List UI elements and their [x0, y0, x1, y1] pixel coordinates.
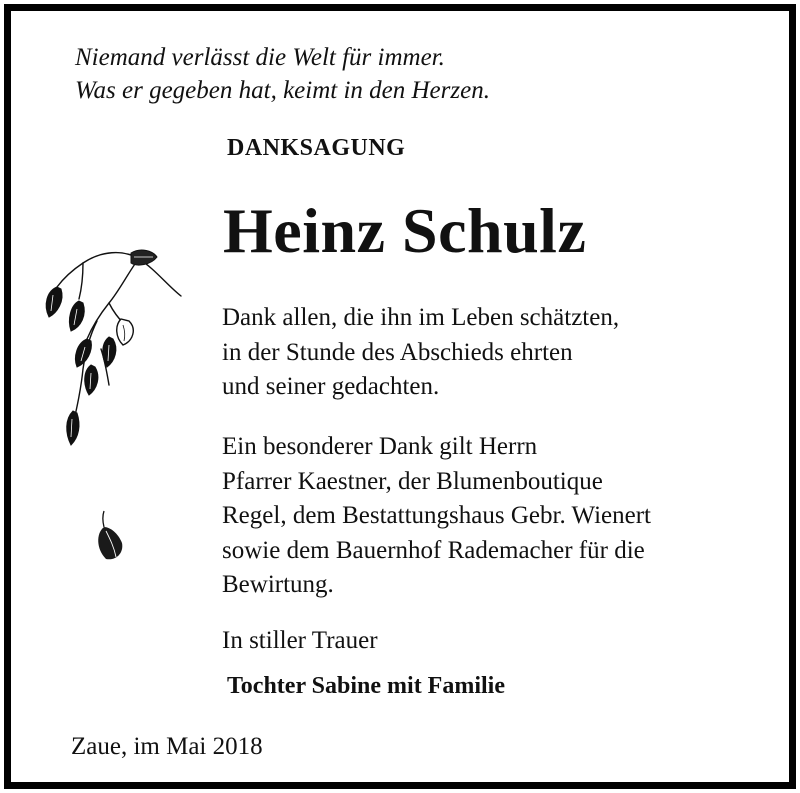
text-line: und seiner gedachten.: [222, 373, 440, 400]
text-line: Regel, dem Bestattungshaus Gebr. Wienert: [222, 502, 651, 529]
text-line: in der Stunde des Abschieds ehrten: [222, 338, 573, 366]
birch-branch-icon: [39, 239, 189, 459]
epigraph-line: Was er gegeben hat, keimt in den Herzen.: [75, 77, 490, 104]
epigraph: [75, 41, 490, 107]
text-line: Bewirtung.: [222, 571, 334, 598]
place-date: Zaue, im Mai 2018: [71, 733, 263, 760]
deceased-name: Heinz Schulz: [223, 195, 587, 266]
text-line: sowie dem Bauernhof Rademacher für die: [222, 536, 645, 564]
text-line: Ein besonderer Dank gilt Herrn: [222, 433, 538, 460]
notice-heading: DANKSAGUNG: [227, 135, 406, 161]
epigraph-line: Niemand verlässt die Welt für immer.: [75, 44, 445, 71]
text-line: Dank allen, die ihn im Leben schätzten,: [222, 304, 620, 331]
text-line: Pfarrer Kaestner, der Blumenboutique: [222, 467, 603, 495]
falling-leaf-icon: [94, 507, 128, 567]
special-thanks-paragraph: [222, 430, 651, 603]
closing-phrase: In stiller Trauer: [222, 627, 378, 654]
signature: Tochter Sabine mit Familie: [227, 673, 505, 699]
thanks-paragraph: [222, 301, 619, 405]
obituary-notice: [4, 4, 796, 789]
